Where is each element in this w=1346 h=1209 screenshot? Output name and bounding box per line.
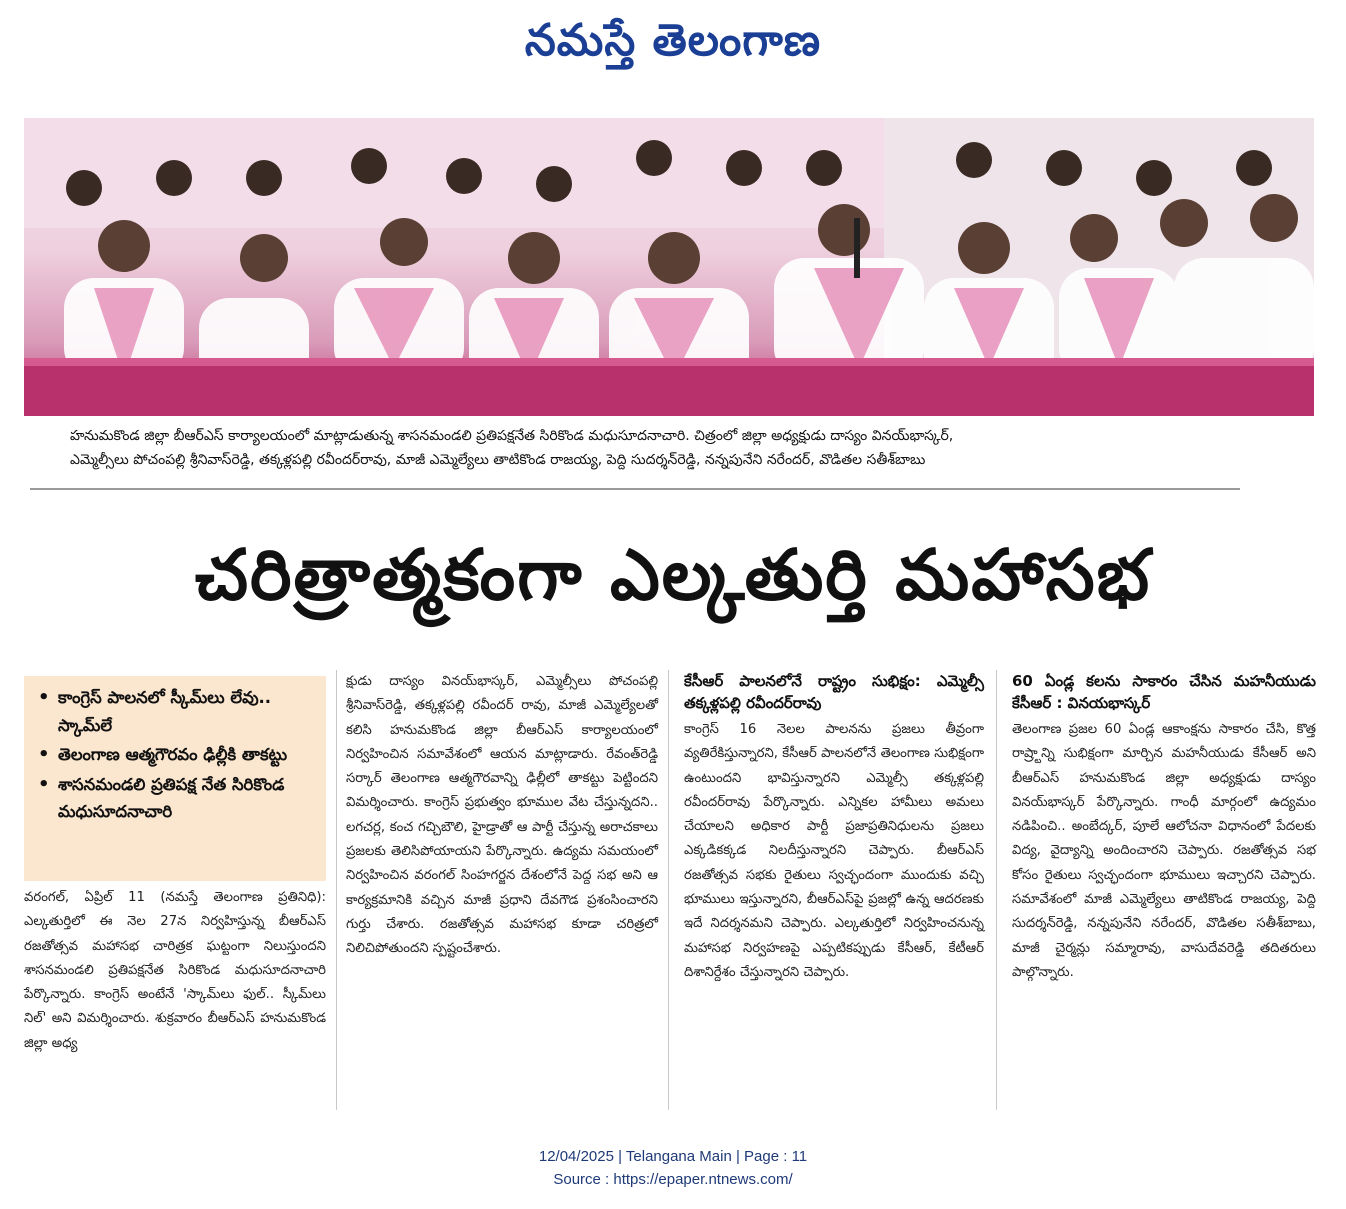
article-column-2 bbox=[346, 670, 658, 1110]
caption-line-1: హనుమకొండ జిల్లా బీఆర్ఎస్ కార్యాలయంలో మాట్లాడుతున్న శాసనమండలి ప్రతిపక్షనేత సిరికొండ మధుసూదనాచారి. చిత్రంలో జిల్లా అధ్యక్షుడు దాస్యం వినయ్‌భాస్కర్, bbox=[70, 428, 954, 444]
article-column-4 bbox=[1012, 670, 1316, 1110]
column-2-text: క్షుడు దాస్యం వినయ్‌భాస్కర్, ఎమ్మెల్సీలు పోచంపల్లి శ్రీనివాస్‌రెడ్డి, తక్కళ్లపల్లి రవీందర్ రావు, మాజీ ఎమ్మెల్యేలతో కలిసి హనుమకొండ జిల్లా బీఆర్ఎస్ కార్యాలయంలో నిర్వహించిన సమావేశంలో ఆయన మాట్లాడారు. రేవంత్‌రెడ్డి సర్కార్ తెలంగాణ ఆత్మగౌరవాన్ని ఢిల్లీలో తాకట్టు పెట్టిందని విమర్శించారు. కాంగ్రెస్ ప్రభుత్వం భూముల వేట చేస్తున్నదని.. లగచర్ల, కంచ గచ్చిబౌలి, హైడ్రాతో ఆ పార్టీ చేస్తున్న అరాచకాలు ప్రజలకు తెలిసిపోయాయని పేర్కొన్నారు. ఉద్యమ సమయంలో నిర్వహించిన వరంగల్ సింహగర్జన దేశంలోనే పెద్ద సభ అని ఆ కార్యక్రమానికి వచ్చిన మాజీ ప్రధాని దేవగౌడ ప్రశంసించారని గుర్తు చేశారు. రజతోత్సవ మహాసభ కూడా చరిత్రలో నిలిచిపోతుందని స్పష్టంచేశారు. bbox=[346, 674, 658, 957]
caption-line-2: ఎమ్మెల్సీలు పోచంపల్లి శ్రీనివాస్‌రెడ్డి, తక్కళ్లపల్లి రవీందర్‌రావు, మాజీ ఎమ్మెల్యేలు తాటికొండ రాజయ్య, పెద్ది సుదర్శన్‌రెడ్డి, నన్నపునేని నరేందర్, వొడితల సతీశ్‌బాబు bbox=[70, 452, 926, 468]
photo-caption bbox=[70, 424, 1270, 472]
headline-text: చరిత్రాత్మకంగా ఎల్కతుర్తి మహాసభ bbox=[194, 534, 1152, 616]
column-3-text: కాంగ్రెస్ 16 నెలల పాలనను ప్రజలు తీవ్రంగా వ్యతిరేకిస్తున్నారని, కేసీఆర్ పాలనలోనే తెలంగాణ సుభిక్షంగా ఉంటుందని భావిస్తున్నారని ఎమ్మెల్సీ తక్కళ్లపల్లి రవీందర్‌రావు పేర్కొన్నారు. ఎన్నికల హామీలు అమలు చేయాలని అధికార పార్టీ ప్రజాప్రతినిధులను ప్రజలు ఎక్కడికక్కడ నిలదీస్తున్నారని చెప్పారు. బీఆర్ఎస్ రజతోత్సవ సభకు రైతులు స్వచ్ఛందంగా ముందుకు వచ్చి భూములు ఇస్తున్నారని, బీఆర్ఎస్‌పై ప్రజల్లో ఉన్న ఆదరణకు ఇదే నిదర్శనమని చెప్పారు. ఎల్కతుర్తిలో నిర్వహించనున్న మహాసభ నిర్వహణపై ఎప్పటికప్పుడు కేసీఆర్, కేటీఆర్ దిశానిర్దేశం చేస్తున్నారని చెప్పారు. bbox=[684, 722, 984, 980]
masthead bbox=[0, 6, 1346, 76]
highlight-item: • శాసనమండలి ప్రతిపక్ష నేత సిరికొండ మధుసూదనాచారి bbox=[34, 771, 318, 826]
highlight-item: • కాంగ్రెస్ పాలనలో స్కీమ్‌లు లేవు.. స్కామ్‌లే bbox=[34, 684, 318, 739]
column-rule bbox=[996, 670, 997, 1110]
article-column-1 bbox=[24, 886, 326, 1116]
column-4-text: తెలంగాణ ప్రజల 60 ఏండ్ల ఆకాంక్షను సాకారం చేసి, కొత్త రాష్ర్టాన్ని సుభిక్షంగా మార్చిన మహనీయుడు కేసీఆర్ అని బీఆర్ఎస్ హనుమకొండ జిల్లా అధ్యక్షుడు దాస్యం వినయ్‌భాస్కర్ పేర్కొన్నారు. గాంధీ మార్గంలో ఉద్యమం నడిపించి.. అంబేద్కర్, పూలే ఆలోచనా విధానంలో పేదలకు విద్య, వైద్యాన్ని అందించారని చెప్పారు. రజతోత్సవ సభ కోసం రైతులు స్వచ్ఛందంగా భూములు ఇచ్చారని చెప్పారు. సమావేశంలో మాజీ ఎమ్మెల్యేలు తాటికొండ రాజయ్య, పెద్ది సుదర్శన్‌రెడ్డి, నన్నపునేని నరేందర్, వొడితల సతీశ్‌బాబు, మాజీ చైర్మన్లు సమ్మారావు, వాసుదేవరెడ్డి తదితరులు పాల్గొన్నారు. bbox=[1012, 722, 1316, 980]
article-column-3 bbox=[684, 670, 984, 1110]
masthead-title: నమస్తే తెలంగాణ bbox=[524, 15, 822, 66]
column-3-subhead: కేసీఆర్ పాలనలోనే రాష్ట్రం సుభిక్షం: ఎమ్మెల్సీ తక్కళ్లపల్లి రవీందర్‌రావు bbox=[684, 672, 984, 712]
headline bbox=[0, 500, 1346, 660]
column-1-text: వరంగల్, ఏప్రిల్ 11 (నమస్తే తెలంగాణ ప్రతినిధి): ఎల్కతుర్తిలో ఈ నెల 27న నిర్వహిస్తున్న బీఆర్ఎస్ రజతోత్సవ మహాసభ చారిత్రక ఘట్టంగా నిలుస్తుందని శాసనమండలి ప్రతిపక్షనేత సిరికొండ మధుసూదనాచారి పేర్కొన్నారు. కాంగ్రెస్ అంటేనే 'స్కామ్‌లు ఫుల్.. స్కీమ్‌లు నిల్' అని విమర్శించారు. శుక్రవారం బీఆర్ఎస్ హనుమకొండ జిల్లా అధ్య bbox=[24, 890, 326, 1051]
caption-divider bbox=[30, 488, 1240, 490]
news-photo bbox=[24, 118, 1314, 416]
column-rule bbox=[668, 670, 669, 1110]
highlights-box bbox=[24, 676, 326, 881]
column-rule bbox=[336, 670, 337, 1110]
footer-source-line: Source : https://epaper.ntnews.com/ bbox=[553, 1171, 793, 1188]
column-4-subhead: 60 ఏండ్ల కలను సాకారం చేసిన మహనీయుడు కేసీఆర్ : వినయభాస్కర్ bbox=[1012, 672, 1316, 712]
footer-date-line: 12/04/2025 | Telangana Main | Page : 11 bbox=[538, 1148, 808, 1165]
highlight-item: • తెలంగాణ ఆత్మగౌరవం ఢిల్లీకి తాకట్టు bbox=[34, 741, 318, 769]
photo-illustration bbox=[24, 118, 1314, 416]
